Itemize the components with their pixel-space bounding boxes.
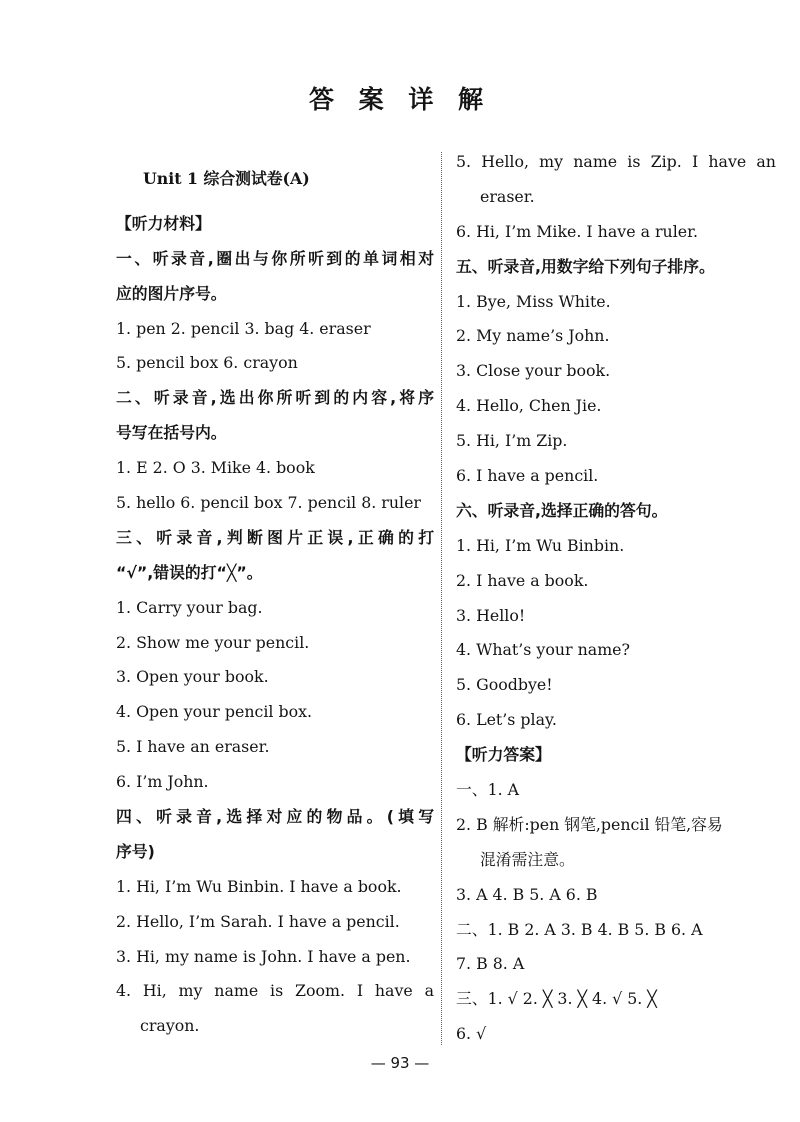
text-line: eraser. <box>480 186 535 206</box>
text-line: 4. What’s your name? <box>456 640 630 660</box>
text-line: 3. Hi, my name is John. I have a pen. <box>116 946 411 966</box>
text-line: 5. pencil box 6. crayon <box>116 353 298 373</box>
text-line: 2. I have a book. <box>456 570 589 590</box>
text-line: 3. A 4. B 5. A 6. B <box>456 884 598 904</box>
text-line: 4. Hello, Chen Jie. <box>456 396 602 416</box>
text-line: 5. Hello, my name is Zip. I have an <box>456 152 776 171</box>
text-line: 六、听录音,选择正确的答句。 <box>456 500 668 520</box>
text-line: 4. Open your pencil box. <box>116 702 313 722</box>
text-line: 混淆需注意。 <box>480 849 575 869</box>
text-line: 1. pen 2. pencil 3. bag 4. eraser <box>116 318 371 338</box>
text-line: 5. hello 6. pencil box 7. pencil 8. ruler <box>116 493 421 513</box>
text-line: crayon. <box>140 1016 200 1036</box>
text-line: 6. I have a pencil. <box>456 466 599 486</box>
text-line: 序号) <box>116 841 155 861</box>
text-line: 6. √ <box>456 1024 487 1044</box>
text-line: 5. I have an eraser. <box>116 737 270 757</box>
text-line: 5. Hi, I’m Zip. <box>456 431 568 451</box>
text-line: 3. Open your book. <box>116 667 269 687</box>
text-line: 1. Hi, I’m Wu Binbin. <box>456 535 625 555</box>
page-title: 答 案 详 解 <box>308 85 492 114</box>
text-line: 【听力材料】 <box>116 213 211 233</box>
text-line: 1. Bye, Miss White. <box>456 291 611 311</box>
right-column <box>456 145 776 1052</box>
text-line: 6. I’m John. <box>116 772 209 792</box>
text-line: 6. Let’s play. <box>456 710 557 730</box>
text-line: Unit 1 综合测试卷(A) <box>143 169 310 188</box>
text-line: 2. My name’s John. <box>456 326 610 346</box>
text-line: 2. Hello, I’m Sarah. I have a pencil. <box>116 911 400 931</box>
text-line: 4. Hi, my name is Zoom. I have a <box>116 981 434 1001</box>
text-line: 1. Hi, I’m Wu Binbin. I have a book. <box>116 876 402 896</box>
text-line: 二、听录音,选出你所听到的内容,将序 <box>116 388 434 408</box>
text-line: 五、听录音,用数字给下列句子排序。 <box>456 256 715 276</box>
text-line: 一、听录音,圈出与你所听到的单词相对 <box>116 248 434 268</box>
text-line: 6. Hi, I’m Mike. I have a ruler. <box>456 221 698 241</box>
text-line: 5. Goodbye! <box>456 675 553 695</box>
text-line: 7. B 8. A <box>456 954 525 974</box>
text-line: 一、1. A <box>456 780 520 800</box>
text-line: 应的图片序号。 <box>116 283 227 303</box>
text-line: 号写在括号内。 <box>116 423 227 443</box>
column-divider <box>441 152 442 1045</box>
left-column <box>116 162 434 1044</box>
text-line: 3. Hello! <box>456 605 526 625</box>
text-line: 三、听录音,判断图片正误,正确的打 <box>116 527 434 547</box>
text-line: 二、1. B 2. A 3. B 4. B 5. B 6. A <box>456 919 703 939</box>
text-line: 1. Carry your bag. <box>116 597 263 617</box>
text-line: 1. E 2. O 3. Mike 4. book <box>116 458 315 478</box>
text-line: 三、1. √ 2. ╳ 3. ╳ 4. √ 5. ╳ <box>456 989 657 1009</box>
text-line: 2. B 解析:pen 钢笔,pencil 铅笔,容易 <box>456 814 723 834</box>
text-line: “√”,错误的打“╳”。 <box>116 562 263 582</box>
text-line: 四、听录音,选择对应的物品。(填写 <box>116 807 434 827</box>
text-line: 【听力答案】 <box>456 745 551 765</box>
page-number: — 93 — <box>370 1054 430 1072</box>
text-line: 3. Close your book. <box>456 361 611 381</box>
text-line: 2. Show me your pencil. <box>116 632 310 652</box>
